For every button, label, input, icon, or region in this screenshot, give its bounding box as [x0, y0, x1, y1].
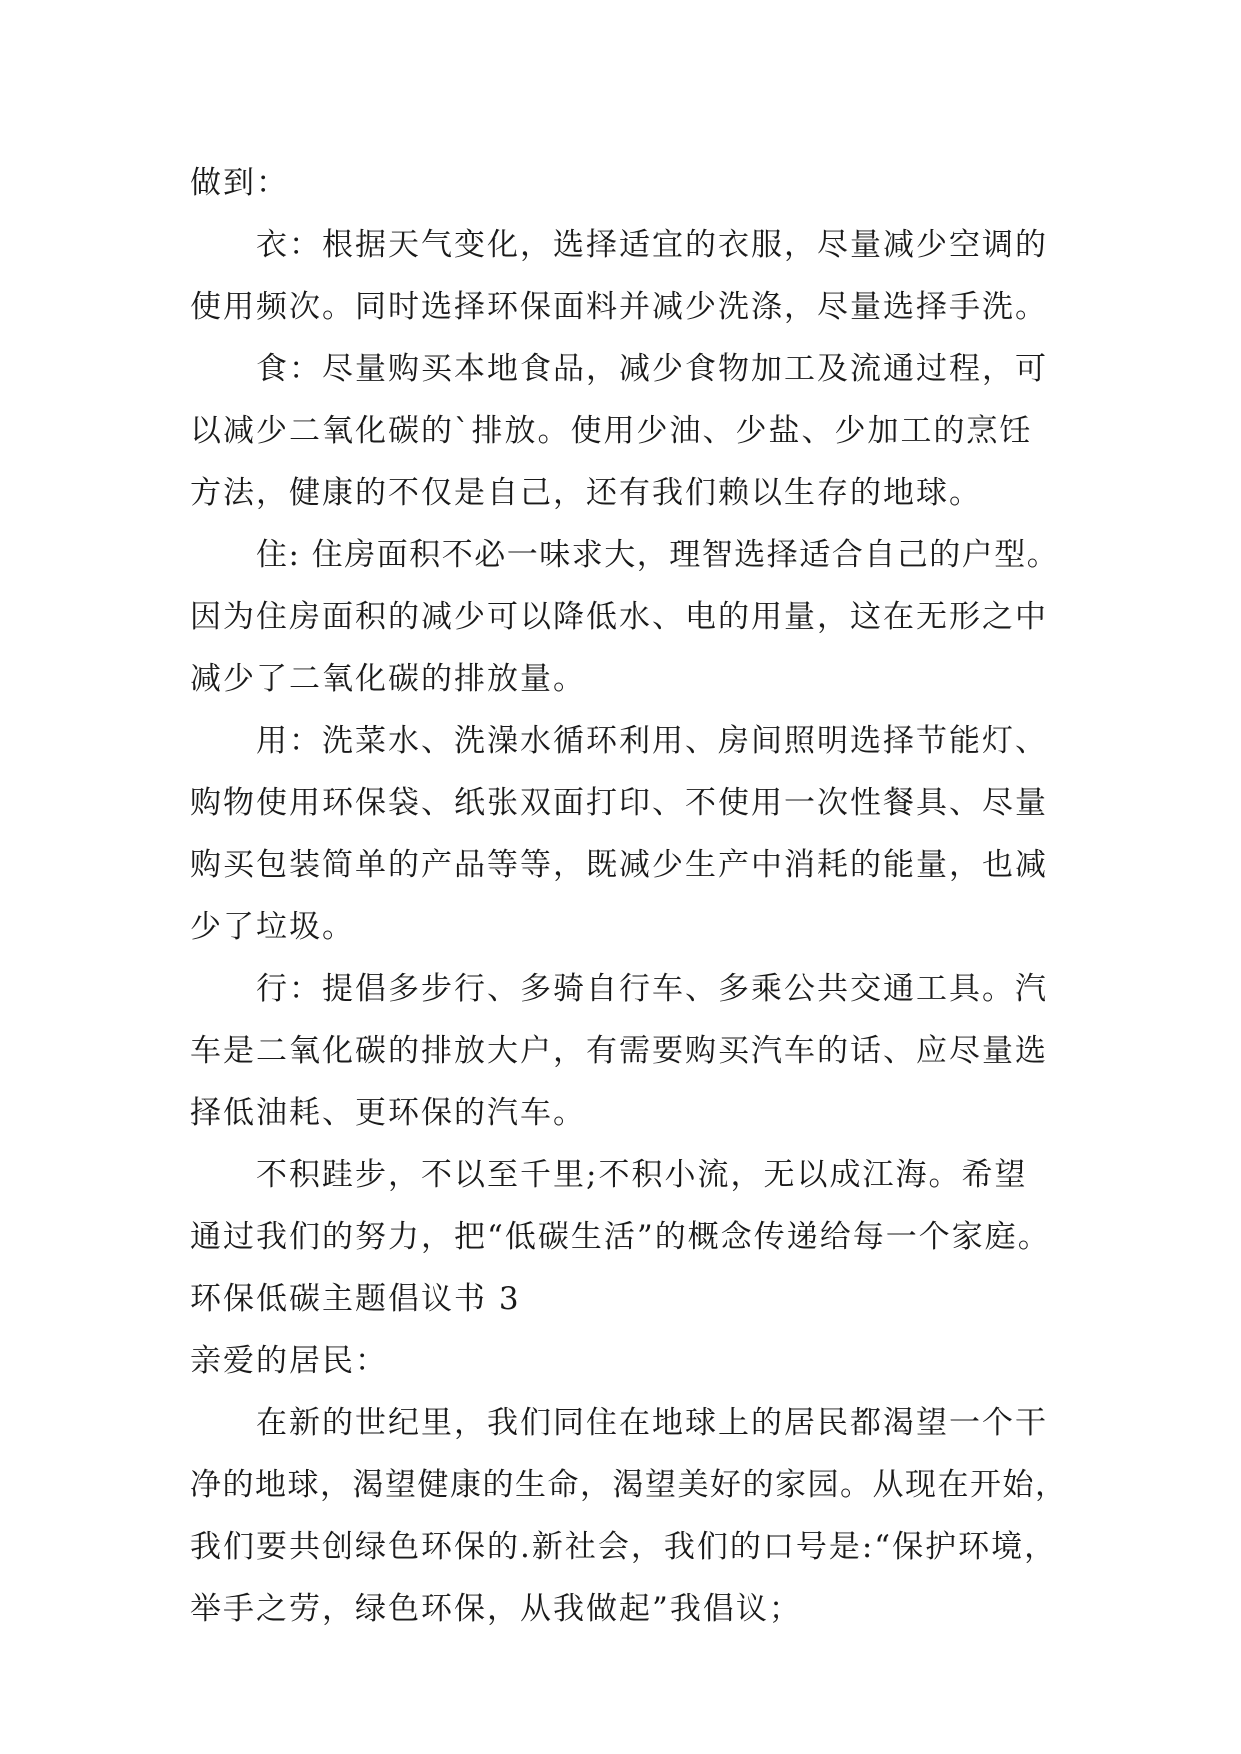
text-line: 方法，健康的不仅是自己，还有我们赖以生存的地球。	[190, 475, 982, 511]
text-line: 车是二氧化碳的排放大户，有需要购买汽车的话、应尽量选	[190, 1033, 1048, 1069]
text-line: 用：洗菜水、洗澡水循环利用、房间照明选择节能灯、	[256, 723, 1048, 759]
text-line: 食：尽量购买本地食品，减少食物加工及流通过程，可	[256, 351, 1048, 387]
text-line: 通过我们的努力，把“低碳生活”的概念传递给每一个家庭。	[190, 1219, 1051, 1255]
text-line: 购物使用环保袋、纸张双面打印、不使用一次性餐具、尽量	[190, 785, 1048, 821]
text-line: 使用频次。同时选择环保面料并减少洗涤，尽量选择手洗。	[190, 289, 1048, 325]
text-line: 择低油耗、更环保的汽车。	[190, 1095, 586, 1131]
text-line: 亲爱的居民：	[190, 1343, 388, 1379]
text-line: 我们要共创绿色环保的.新社会，我们的口号是:“保护环境，	[190, 1529, 1058, 1565]
text-line: 不积跬步，不以至千里;不积小流，无以成江海。希望	[256, 1157, 1028, 1193]
text-line: 行：提倡多步行、多骑自行车、多乘公共交通工具。汽	[256, 971, 1048, 1007]
text-line: 做到：	[190, 165, 289, 201]
text-line: 以减少二氧化碳的`排放。使用少油、少盐、少加工的烹饪	[190, 413, 1033, 449]
text-line: 净的地球，渴望健康的生命，渴望美好的家园。从现在开始，	[190, 1467, 1068, 1503]
text-line: 衣：根据天气变化，选择适宜的衣服，尽量减少空调的	[256, 227, 1048, 263]
text-line: 在新的世纪里，我们同住在地球上的居民都渴望一个干	[256, 1405, 1048, 1441]
text-line: 因为住房面积的减少可以降低水、电的用量，这在无形之中	[190, 599, 1048, 635]
text-line: 减少了二氧化碳的排放量。	[190, 661, 586, 697]
text-line: 购买包装简单的产品等等，既减少生产中消耗的能量，也减	[190, 847, 1048, 883]
text-line: 少了垃圾。	[190, 909, 355, 945]
text-line: 环保低碳主题倡议书 3	[190, 1281, 521, 1317]
document-body	[190, 152, 1070, 1640]
text-line: 住: 住房面积不必一味求大，理智选择适合自己的户型。	[256, 537, 1060, 573]
text-line: 举手之劳，绿色环保，从我做起”我倡议；	[190, 1591, 802, 1627]
